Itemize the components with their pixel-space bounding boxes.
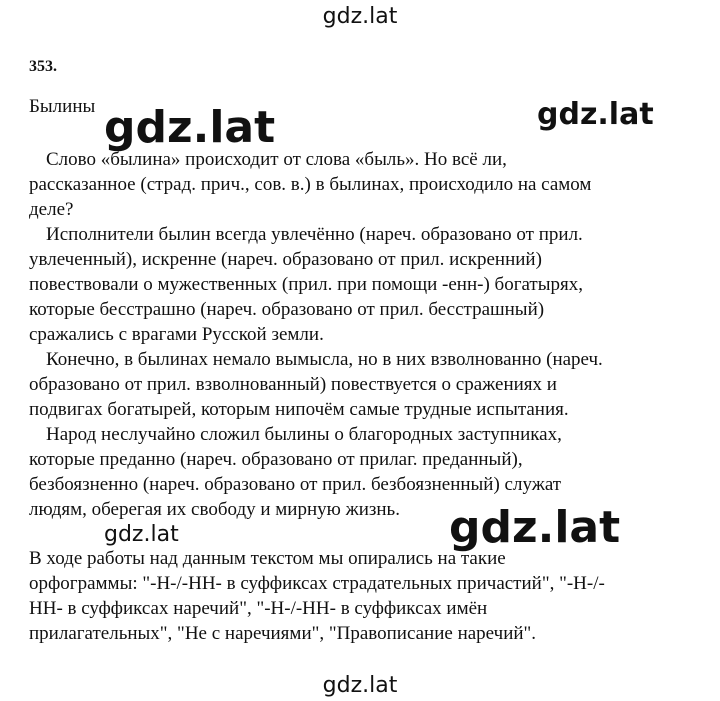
summary-text (29, 546, 709, 646)
text-line: которые преданно (нареч. образовано от прилаг. преданный), (29, 449, 523, 470)
watermark-bottom: gdz.lat (322, 673, 398, 698)
text-line: Народ неслучайно сложил былины о благородных заступниках, (46, 424, 562, 445)
text-line: сражались с врагами Русской земли. (29, 324, 324, 345)
text-line: Исполнители былин всегда увлечённо (нареч. образовано от прил. (46, 224, 583, 245)
watermark-small-middle: gdz.lat (104, 522, 179, 547)
summary-line: НН- в суффиксах наречий", "-Н-/-НН- в суффиксах имён (29, 598, 488, 619)
text-line: Слово «былина» происходит от слова «быль». Но всё ли, (46, 149, 507, 170)
summary-line: орфограммы: "-Н-/-НН- в суффиксах страдательных причастий", "-Н-/- (29, 573, 605, 594)
text-line: Конечно, в былинах немало вымысла, но в них взволнованно (нареч. (46, 349, 603, 370)
text-line: увлеченный), искренне (нареч. образовано от прил. искренний) (29, 249, 542, 270)
main-text (29, 147, 709, 522)
text-line: подвигах богатырей, которым нипочём самые трудные испытания. (29, 399, 569, 420)
text-line: безбоязненно (нареч. образовано от прил. безбоязненный) служат (29, 474, 562, 495)
text-line: деле? (29, 199, 74, 220)
watermark-large-left: gdz.lat (104, 102, 276, 153)
text-line: которые бесстрашно (нареч. образовано от прил. бесстрашный) (29, 299, 545, 320)
text-line: людям, оберегая их свободу и мирную жизнь. (29, 499, 400, 520)
summary-line: прилагательных", "Не с наречиями", "Правописание наречий". (29, 623, 537, 644)
watermark-top: gdz.lat (322, 4, 398, 29)
text-line: образовано от прил. взволнованный) повествуется о сражениях и (29, 374, 557, 395)
text-line: рассказанное (страд. прич., сов. в.) в былинах, происходило на самом (29, 174, 592, 195)
watermark-large-middle: gdz.lat (449, 502, 621, 553)
text-title: Былины (29, 96, 96, 117)
watermark-large-right: gdz.lat (537, 97, 654, 132)
text-line: повествовали о мужественных (прил. при помощи -енн-) богатырях, (29, 274, 583, 295)
exercise-number: 353. (29, 58, 57, 75)
summary-line: В ходе работы над данным текстом мы опирались на такие (29, 548, 506, 569)
